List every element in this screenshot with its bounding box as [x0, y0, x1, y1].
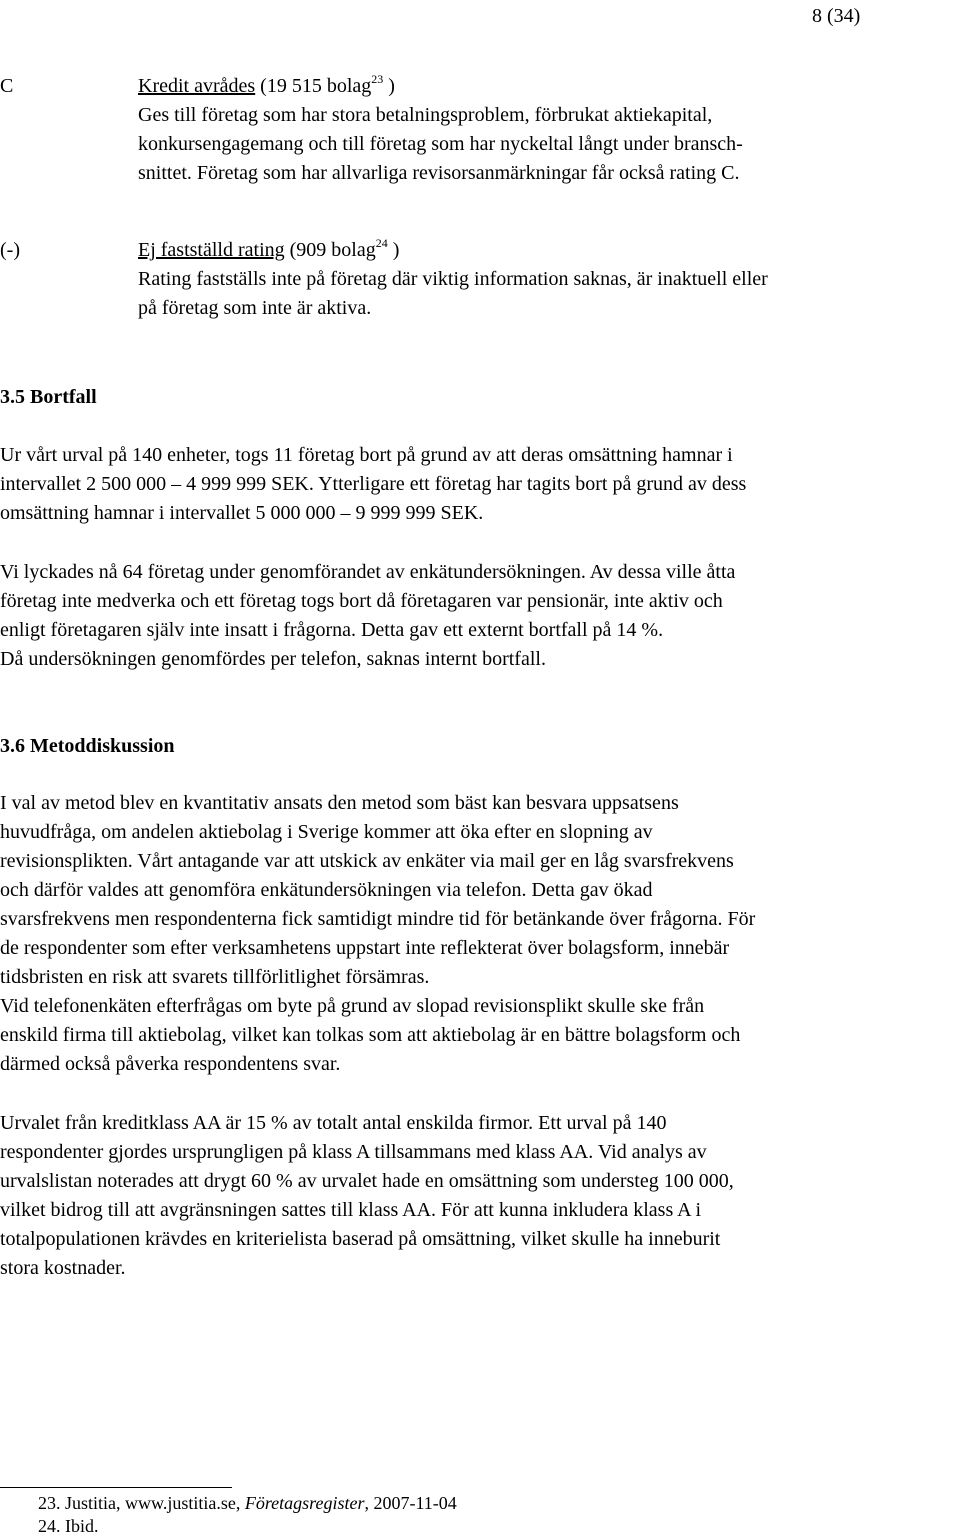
rating-title: Kredit avrådes: [138, 75, 256, 97]
text-line: Vi lyckades nå 64 företag under genomförandet av enkätundersökningen. Av dessa ville åtta: [0, 561, 736, 583]
rating-line: snittet. Företag som har allvarliga revisorsanmärkningar får också rating C.: [138, 162, 740, 184]
text-line: svarsfrekvens men respondenterna fick samtidigt mindre tid för betänkande över frågorna. För: [0, 908, 756, 930]
footnote-number: 24.: [38, 1516, 61, 1536]
footnote-ref[interactable]: 23: [371, 72, 384, 86]
rating-count-close: ): [383, 75, 395, 97]
rating-count: (909 bolag: [284, 239, 376, 261]
footnote-text: Ibid.: [65, 1516, 99, 1536]
page-number: 8 (34): [812, 5, 861, 27]
text-line: stora kostnader.: [0, 1257, 126, 1279]
footnote-23: [38, 1491, 457, 1515]
rating-code: (-): [0, 239, 20, 261]
text-line: huvudfråga, om andelen aktiebolag i Sverige kommer att öka efter en slopning av: [0, 821, 653, 843]
rating-line: Ges till företag som har stora betalningsproblem, förbrukat aktiekapital,: [138, 104, 713, 126]
text-line: I val av metod blev en kvantitativ ansats den metod som bäst kan besvara uppsatsens: [0, 792, 679, 814]
rating-line: konkursengagemang och till företag som har nyckeltal långt under bransch-: [138, 133, 743, 155]
text-line: de respondenter som efter verksamhetens uppstart inte reflekterat över bolagsform, innebär: [0, 937, 730, 959]
footnote-24: [38, 1514, 99, 1538]
text-line: intervallet 2 500 000 – 4 999 999 SEK. Ytterligare ett företag har tagits bort på grund av dess: [0, 473, 747, 495]
text-line: enskild firma till aktiebolag, vilket kan tolkas som att aktiebolag är en bättre bolagsform och: [0, 1024, 741, 1046]
text-line: enligt företagaren själv inte insatt i frågorna. Detta gav ett externt bortfall på 14 %.: [0, 619, 664, 641]
text-line: Vid telefonenkäten efterfrågas om byte på grund av slopad revisionsplikt skulle ske från: [0, 995, 705, 1017]
rating-line: Rating fastställs inte på företag där viktig information saknas, är inaktuell eller: [138, 268, 768, 290]
paragraph: [0, 558, 955, 674]
footnote-divider: [0, 1487, 232, 1488]
text-line: tidsbristen en risk att svarets tillförlitlighet försämras.: [0, 966, 430, 988]
paragraph: [0, 441, 955, 528]
rating-line: på företag som inte är aktiva.: [138, 297, 372, 319]
text-line: Urvalet från kreditklass AA är 15 % av totalt antal enskilda firmor. Ett urval på 140: [0, 1112, 667, 1134]
footnote-title: Företagsregister: [244, 1493, 365, 1513]
rating-count: (19 515 bolag: [255, 75, 372, 97]
text-line: Ur vårt urval på 140 enheter, togs 11 företag bort på grund av att deras omsättning hamnar i: [0, 444, 733, 466]
section-heading-3-6: 3.6 Metoddiskussion: [0, 735, 175, 757]
rating-body: [138, 236, 950, 323]
text-line: respondenter gjordes ursprungligen på klass A tillsammans med klass AA. Vid analys av: [0, 1141, 707, 1163]
footnote-text: Justitia, www.justitia.se,: [65, 1493, 245, 1513]
paragraph: [0, 1109, 955, 1283]
rating-body: [138, 72, 950, 188]
rating-title-line: [138, 72, 950, 101]
text-line: omsättning hamnar i intervallet 5 000 000 – 9 999 999 SEK.: [0, 502, 484, 524]
rating-count-close: ): [387, 239, 400, 261]
text-line: revisionsplikten. Vårt antagande var att utskick av enkäter via mail ger en låg svarsfrekvens: [0, 850, 734, 872]
rating-title: Ej fastställd rating: [138, 239, 285, 261]
section-heading-3-5: 3.5 Bortfall: [0, 386, 97, 408]
text-line: företag inte medverka och ett företag togs bort då företagaren var pensionär, inte aktiv och: [0, 590, 723, 612]
text-line: urvalslistan noterades att drygt 60 % av urvalet hade en omsättning som understeg 100 000,: [0, 1170, 734, 1192]
paragraph: [0, 789, 955, 1079]
text-line: därmed också påverka respondentens svar.: [0, 1053, 341, 1075]
text-line: vilket bidrog till att avgränsningen sattes till klass AA. För att kunna inkludera klass A i: [0, 1199, 702, 1221]
text-line: totalpopulationen krävdes en kriterielista baserad på omsättning, vilket skulle ha inneburit: [0, 1228, 721, 1250]
rating-code: C: [0, 75, 14, 97]
text-line: Då undersökningen genomfördes per telefon, saknas internt bortfall.: [0, 648, 546, 670]
footnote-ref[interactable]: 24: [375, 236, 388, 250]
rating-title-line: [138, 236, 950, 265]
footnote-number: 23.: [38, 1493, 61, 1513]
text-line: och därför valdes att genomföra enkätundersökningen via telefon. Detta gav ökad: [0, 879, 653, 901]
footnote-date: , 2007-11-04: [364, 1493, 457, 1513]
